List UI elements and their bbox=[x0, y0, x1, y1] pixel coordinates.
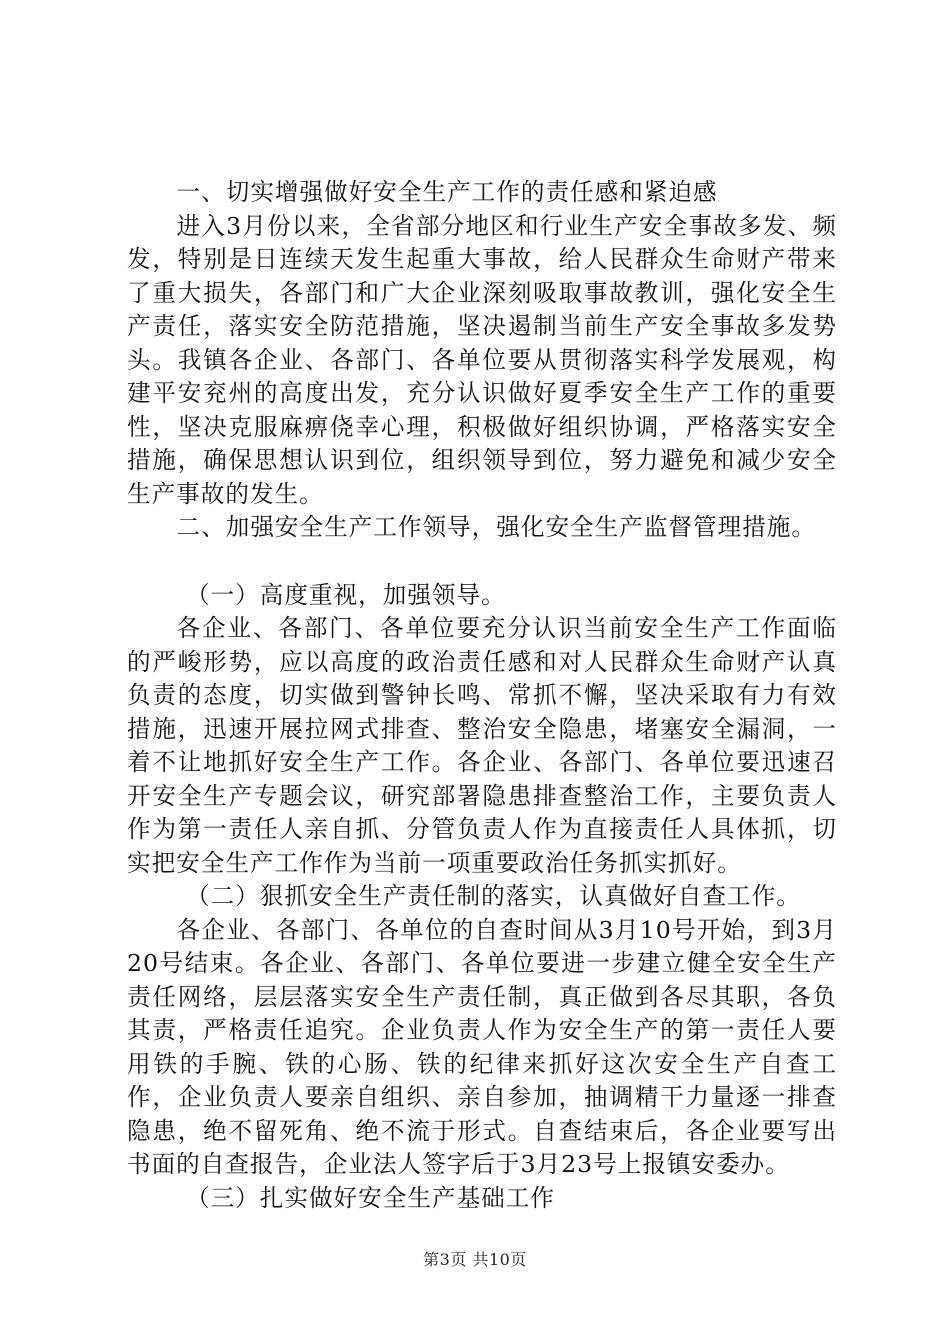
paragraph-spacer bbox=[127, 545, 837, 579]
section-heading-1: 一、切实增强做好安全生产工作的责任感和紧迫感 bbox=[176, 178, 718, 206]
body-paragraph: 进入3月份以来，全省部分地区和行业生产安全事故多发、频发，特别是日连续天发生起重大事故，给人民群众生命财产带来了重大损失，各部门和广大企业深刻吸取事故教训，强化安全生产责任，落实安全防范措施，坚决遏制当前生产安全事故多发势头。我镇各企业、各部门、各单位要从贯彻落实科学发展观，构建平安兖州的高度出发，充分认识做好夏季安全生产工作的重要性，坚决克服麻痹侥幸心理，积极做好组织协调，严格落实安全措施，确保思想认识到位，组织领导到位，努力避免和减少安全生产事故的发生。 bbox=[127, 211, 837, 508]
page-footer: 第3页 共10页 bbox=[423, 1250, 527, 1269]
body-paragraph: 各企业、各部门、各单位的自查时间从3月10号开始，到3月20号结束。各企业、各部门、各单位要进一步建立健全安全生产责任网络，层层落实安全生产责任制，真正做到各尽其职，各负其责，严格责任追究。企业负责人作为安全生产的第一责任人要用铁的手腕、铁的心肠、铁的纪律来抓好这次安全生产自查工作，企业负责人要亲自组织、亲自参加，抽调精干力量逐一排查隐患，绝不留死角、绝不流于形式。自查结束后，各企业要写出书面的自查报告，企业法人签字后于3月23号上报镇安委办。 bbox=[127, 915, 837, 1178]
subsection-heading-1: （一）高度重视，加强领导。 bbox=[186, 580, 506, 609]
subsection-heading-3: （三）扎实做好安全生产基础工作 bbox=[186, 1183, 555, 1212]
document-body bbox=[127, 176, 837, 1215]
body-paragraph: 各企业、各部门、各单位要充分认识当前安全生产工作面临的严峻形势，应以高度的政治责任感和对人民群众生命财产认真负责的态度，切实做到警钟长鸣、常抓不懈，坚决采取有力有效措施，迅速开展拉网式排查、整治安全隐患，堵塞安全漏洞，一着不让地抓好安全生产工作。各企业、各部门、各单位要迅速召开安全生产专题会议，研究部署隐患排查整治工作，主要负责人作为第一责任人亲自抓、分管负责人作为直接责任人具体抓，切实把安全生产工作作为当前一项重要政治任务抓实抓好。 bbox=[127, 614, 837, 877]
subsection-heading-2: （二）狠抓安全生产责任制的落实，认真做好自查工作。 bbox=[186, 882, 801, 910]
section-heading-2: 二、加强安全生产工作领导，强化安全生产监督管理措施。 bbox=[176, 513, 816, 541]
